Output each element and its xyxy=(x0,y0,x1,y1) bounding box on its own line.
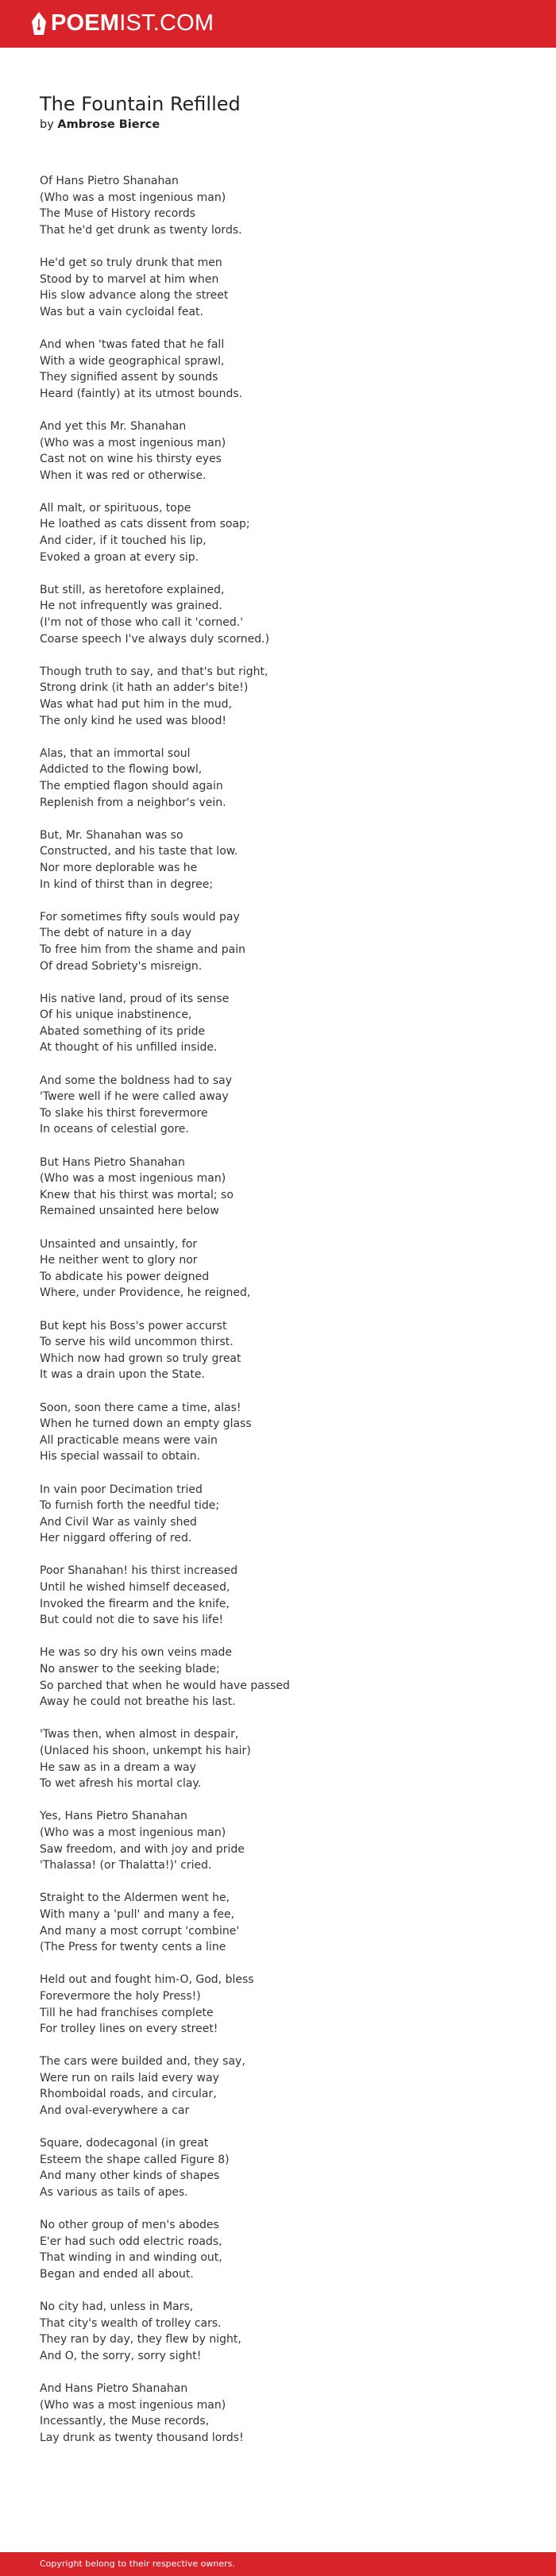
logo-bold: POEM xyxy=(51,10,120,36)
poem-line: And Hans Pietro Shanahan xyxy=(40,2382,188,2396)
poem-line: And oval-everywhere a car xyxy=(40,2104,190,2118)
poem-line: For sometimes fifty souls would pay xyxy=(40,910,240,924)
poem-line: Where, under Providence, he reigned, xyxy=(40,1286,251,1300)
author-link[interactable]: Ambrose Bierce xyxy=(57,118,160,131)
poem-line: Remained unsainted here below xyxy=(40,1205,219,1218)
poem-line: No city had, unless in Mars, xyxy=(40,2300,194,2314)
poem-line: Stood by to marvel at him when xyxy=(40,272,219,286)
poem-line: With many a 'pull' and many a fee, xyxy=(40,1907,235,1921)
poem-line: In kind of thirst than in degree; xyxy=(40,877,214,891)
poem-line: Of Hans Pietro Shanahan xyxy=(40,175,179,187)
byline xyxy=(40,117,160,133)
stanza xyxy=(40,255,532,320)
poem-line: And yet this Mr. Shanahan xyxy=(40,419,187,433)
stanza xyxy=(40,1808,532,1873)
poem-line: And many a most corrupt 'combine' xyxy=(40,1924,240,1938)
poem-line: As various as tails of apes. xyxy=(40,2186,188,2200)
poem-line: The debt of nature in a day xyxy=(40,927,192,940)
stanza xyxy=(40,1645,532,1710)
poem-line: Replenish from a neighbor's vein. xyxy=(40,796,226,809)
poem-line: Held out and fought him-O, God, bless xyxy=(40,1973,254,1987)
poem-line: (I'm not of those who call it 'corned.' xyxy=(40,616,244,630)
poem-line: The only kind he used was blood! xyxy=(40,714,226,727)
poem-line: But Hans Pietro Shanahan xyxy=(40,1155,185,1169)
stanza xyxy=(40,909,532,974)
poem-line: 'Twere well if he were called away xyxy=(40,1090,229,1104)
poem-line: He loathed as cats dissent from soap; xyxy=(40,518,250,531)
poem-line: Alas, that an immortal soul xyxy=(40,746,191,760)
poem-line: To wet afresh his mortal clay. xyxy=(40,1777,202,1791)
poem-line: And cider, if it touched his lip, xyxy=(40,534,207,548)
poem-line: Invoked the firearm and the knife, xyxy=(40,1597,230,1610)
poem-line: Until he wished himself deceased, xyxy=(40,1581,230,1595)
poem-line: To free him from the shame and pain xyxy=(40,943,246,956)
poem-line: That city's wealth of trolley cars. xyxy=(40,2316,222,2330)
poem-line: He'd get so truly drunk that men xyxy=(40,256,222,269)
poem-line: (Who was a most ingenious man) xyxy=(40,2398,226,2412)
stanza xyxy=(40,1972,532,2037)
poem-line: Unsainted and unsaintly, for xyxy=(40,1237,198,1251)
poem-line: His native land, proud of its sense xyxy=(40,992,230,1005)
stanza xyxy=(40,2299,532,2364)
poem-line: The cars were builded and, they say, xyxy=(40,2055,245,2069)
poem-line: But, Mr. Shanahan was so xyxy=(40,828,183,842)
poem-line: (Unlaced his shoon, unkempt his hair) xyxy=(40,1745,251,1757)
stanza xyxy=(40,1482,532,1547)
poem-line: They signified assent by sounds xyxy=(40,371,218,384)
stanza xyxy=(40,500,532,565)
poem-line: To slake his thirst forevermore xyxy=(40,1106,208,1120)
poem-line: Knew that his thirst was mortal; so xyxy=(40,1188,234,1201)
poem-line: Straight to the Aldermen went he, xyxy=(40,1892,230,1905)
poem-line: No answer to the seeking blade; xyxy=(40,1663,220,1676)
poem-line: But could not die to save his life! xyxy=(40,1614,224,1627)
stanza xyxy=(40,1073,532,1138)
poem-line: But still, as heretofore explained, xyxy=(40,583,225,596)
poem-line: (The Press for twenty cents a line xyxy=(40,1941,226,1954)
poem-line: Were run on rails laid every way xyxy=(40,2071,219,2084)
poem-line: Saw freedom, and with joy and pride xyxy=(40,1842,245,1856)
stanza xyxy=(40,2381,532,2446)
by-label: by xyxy=(40,118,54,131)
poem-line: But kept his Boss's power accurst xyxy=(40,1319,227,1332)
poem-line: (Who was a most ingenious man) xyxy=(40,436,226,449)
stanza xyxy=(40,582,532,647)
stanza xyxy=(40,1890,532,1955)
poem-line: Till he had franchises complete xyxy=(40,2006,214,2019)
poem-line: All malt, or spirituous, tope xyxy=(40,501,191,515)
stanza xyxy=(40,827,532,893)
poem-line: In oceans of celestial gore. xyxy=(40,1123,189,1136)
poem-line: Of dread Sobriety's misreign. xyxy=(40,959,203,973)
poem-line: That winding in and winding out, xyxy=(40,2251,222,2265)
stanza xyxy=(40,1726,532,1791)
poem-line: Though truth to say, and that's but right, xyxy=(40,665,268,678)
stanza xyxy=(40,2135,532,2200)
poem-line: Addicted to the flowing bowl, xyxy=(40,763,203,777)
poem-line: He was so dry his own veins made xyxy=(40,1646,233,1660)
poem-line: Which now had grown so truly great xyxy=(40,1352,241,1365)
poem-line: Constructed, and his taste that low. xyxy=(40,845,238,858)
poem-line: Incessantly, the Muse records, xyxy=(40,2415,210,2428)
poem-line: Abated something of its pride xyxy=(40,1024,206,1038)
poem-line: Coarse speech I've always duly scorned.) xyxy=(40,632,270,646)
poem-line: Evoked a groan at every sip. xyxy=(40,550,199,564)
poem-line: And O, the sorry, sorry sight! xyxy=(40,2349,202,2362)
stanza xyxy=(40,2217,532,2282)
stanza xyxy=(40,664,532,729)
stanza xyxy=(40,337,532,402)
poem-line: His special wassail to obtain. xyxy=(40,1450,201,1463)
poem-line: To serve his wild uncommon thirst. xyxy=(40,1336,234,1349)
poem-line: Soon, soon there came a time, alas! xyxy=(40,1401,241,1414)
site-logo[interactable] xyxy=(51,9,214,37)
poem-line: 'Thalassa! (or Thalatta!)' cried. xyxy=(40,1859,212,1872)
poem-line: And many other kinds of shapes xyxy=(40,2169,220,2183)
poem-line: When it was red or otherwise. xyxy=(40,469,207,482)
poem-line: Began and ended all about. xyxy=(40,2268,194,2281)
stanza xyxy=(40,991,532,1056)
poem-line: 'Twas then, when almost in despair, xyxy=(40,1728,239,1741)
poem-line: (Who was a most ingenious man) xyxy=(40,1172,226,1186)
poem-line: E'er had such odd electric roads, xyxy=(40,2235,222,2248)
poem-line: Of his unique inabstinence, xyxy=(40,1008,192,1022)
poem-line: Cast not on wine his thirsty eyes xyxy=(40,453,222,466)
poem-line: Was but a vain cycloidal feat. xyxy=(40,305,203,318)
poem-line: The emptied flagon should again xyxy=(40,779,223,792)
poem-line: Strong drink (it hath an adder's bite!) xyxy=(40,681,249,695)
stanza xyxy=(40,1563,532,1628)
poem-line: (Who was a most ingenious man) xyxy=(40,191,226,204)
poem-line: Poor Shanahan! his thirst increased xyxy=(40,1564,238,1578)
poem-line: The Muse of History records xyxy=(40,207,196,221)
site-footer xyxy=(0,2552,556,2576)
poem-line: When he turned down an empty glass xyxy=(40,1417,252,1431)
poem-line: His slow advance along the street xyxy=(40,289,229,303)
poem-line: Yes, Hans Pietro Shanahan xyxy=(40,1810,187,1823)
poem-line: He saw as in a dream a way xyxy=(40,1760,196,1774)
poem-line: Forevermore the holy Press!) xyxy=(40,1989,201,2003)
site-header xyxy=(0,0,556,48)
fountain-pen-nib-icon[interactable] xyxy=(30,11,48,37)
stanza xyxy=(40,1318,532,1383)
poem-line: That he'd get drunk as twenty lords. xyxy=(40,223,242,237)
poem-line: He not infrequently was grained. xyxy=(40,600,222,613)
poem-line: Was what had put him in the mud, xyxy=(40,698,232,711)
poem-line: Lay drunk as twenty thousand lords! xyxy=(40,2431,244,2444)
poem-line: Away he could not breathe his last. xyxy=(40,1695,236,1709)
poem-line: It was a drain upon the State. xyxy=(40,1368,205,1382)
poem-line: (Who was a most ingenious man) xyxy=(40,1826,226,1839)
poem-line: All practicable means were vain xyxy=(40,1433,218,1447)
poem-line: They ran by day, they flew by night, xyxy=(40,2333,241,2347)
poem-title: The Fountain Refilled xyxy=(40,93,241,115)
poem-line: And when 'twas fated that he fall xyxy=(40,337,225,351)
poem-body xyxy=(40,173,532,2462)
copyright-text: Copyright belong to their respective owners. xyxy=(40,2559,235,2569)
stanza xyxy=(40,1400,532,1465)
poem-line: Square, dodecagonal (in great xyxy=(40,2137,209,2150)
poem-line: Heard (faintly) at its utmost bounds. xyxy=(40,387,243,400)
poem-line: Her niggard offering of red. xyxy=(40,1532,192,1545)
poem-line: No other group of men's abodes xyxy=(40,2219,219,2232)
poem-line: To abdicate his power deigned xyxy=(40,1270,210,1283)
poem-line: In vain poor Decimation tried xyxy=(40,1483,203,1496)
poem-line: So parched that when he would have passed xyxy=(40,1679,290,1692)
poem-line: He neither went to glory nor xyxy=(40,1254,198,1267)
poem-line: Esteem the shape called Figure 8) xyxy=(40,2153,230,2166)
stanza xyxy=(40,2053,532,2119)
poem-line: With a wide geographical sprawl, xyxy=(40,354,225,368)
poem-line: And Civil War as vainly shed xyxy=(40,1515,197,1529)
stanza xyxy=(40,746,532,811)
poem-line: To furnish forth the needful tide; xyxy=(40,1499,220,1513)
logo-light: IST.COM xyxy=(119,10,214,36)
stanza xyxy=(40,418,532,484)
stanza xyxy=(40,1236,532,1301)
poem-line: Nor more deplorable was he xyxy=(40,861,198,874)
poem-line: For trolley lines on every street! xyxy=(40,2023,218,2036)
poem-line: Rhomboidal roads, and circular, xyxy=(40,2088,217,2101)
stanza xyxy=(40,173,532,238)
poem-line: At thought of his unfilled inside. xyxy=(40,1041,218,1055)
stanza xyxy=(40,1155,532,1220)
poem-line: And some the boldness had to say xyxy=(40,1074,232,1087)
